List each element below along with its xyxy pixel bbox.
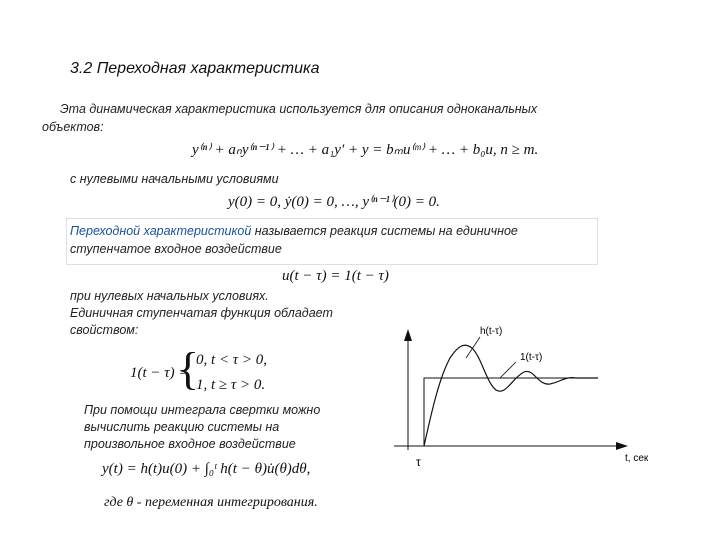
integration-variable-note: где θ - переменная интегрирования. — [104, 495, 318, 510]
h-curve-label: h(t-τ) — [480, 326, 503, 337]
x-axis-arrow — [616, 442, 628, 450]
definition-term: Переходной характеристикой — [70, 224, 252, 238]
convolution-equation: y(t) = h(t)u(0) + ∫₀ᵗ h(t − θ)u̇(θ)dθ, — [102, 461, 311, 477]
zero-conditions-text: с нулевыми начальными условиями — [70, 172, 279, 186]
step-text-line-3: свойством: — [70, 323, 139, 337]
page-title: 3.2 Переходная характеристика — [70, 60, 320, 77]
step-function-case-2: 1, t ≥ τ > 0. — [196, 377, 266, 393]
ode-equation: y⁽ⁿ⁾ + aₙy⁽ⁿ⁻¹⁾ + … + a₁y′ + y = bₘu⁽ᵐ⁾ + … + b₀u, n ≥ m. — [192, 142, 539, 158]
step-label-leader — [500, 362, 516, 378]
definition-line-2: ступенчатое входное воздействие — [70, 242, 282, 256]
unit-step-line — [424, 378, 598, 446]
convolution-text-line-2: вычислить реакцию системы на — [84, 420, 280, 434]
time-axis-label: t, сек — [625, 453, 649, 464]
tau-label: τ — [416, 455, 421, 469]
h-label-leader — [466, 337, 480, 358]
intro-line-2: объектов: — [42, 120, 104, 134]
step-curve-label: 1(t-τ) — [520, 352, 543, 363]
y-axis-arrow — [404, 329, 412, 341]
step-text-line-2: Единичная ступенчатая функция обладает — [70, 306, 333, 320]
initial-conditions-equation: y(0) = 0, ẏ(0) = 0, …, y⁽ⁿ⁻¹⁾(0) = 0. — [228, 194, 440, 210]
convolution-text-line-1: При помощи интеграла свертки можно — [84, 403, 321, 417]
transient-response-curve — [424, 345, 598, 446]
input-equation: u(t − τ) = 1(t − τ) — [282, 268, 389, 284]
definition-rest: называется реакция системы на единичное — [251, 224, 518, 238]
convolution-text-line-3: произвольное входное воздействие — [84, 437, 296, 451]
step-text-line-1: при нулевых начальных условиях. — [70, 289, 269, 303]
intro-line-1: Эта динамическая характеристика используется для описания одноканальных — [60, 102, 538, 116]
step-function-lhs: 1(t − τ) = — [130, 365, 189, 381]
step-function-case-1: 0, t < τ > 0, — [196, 352, 268, 368]
piecewise-brace: { — [177, 343, 200, 394]
